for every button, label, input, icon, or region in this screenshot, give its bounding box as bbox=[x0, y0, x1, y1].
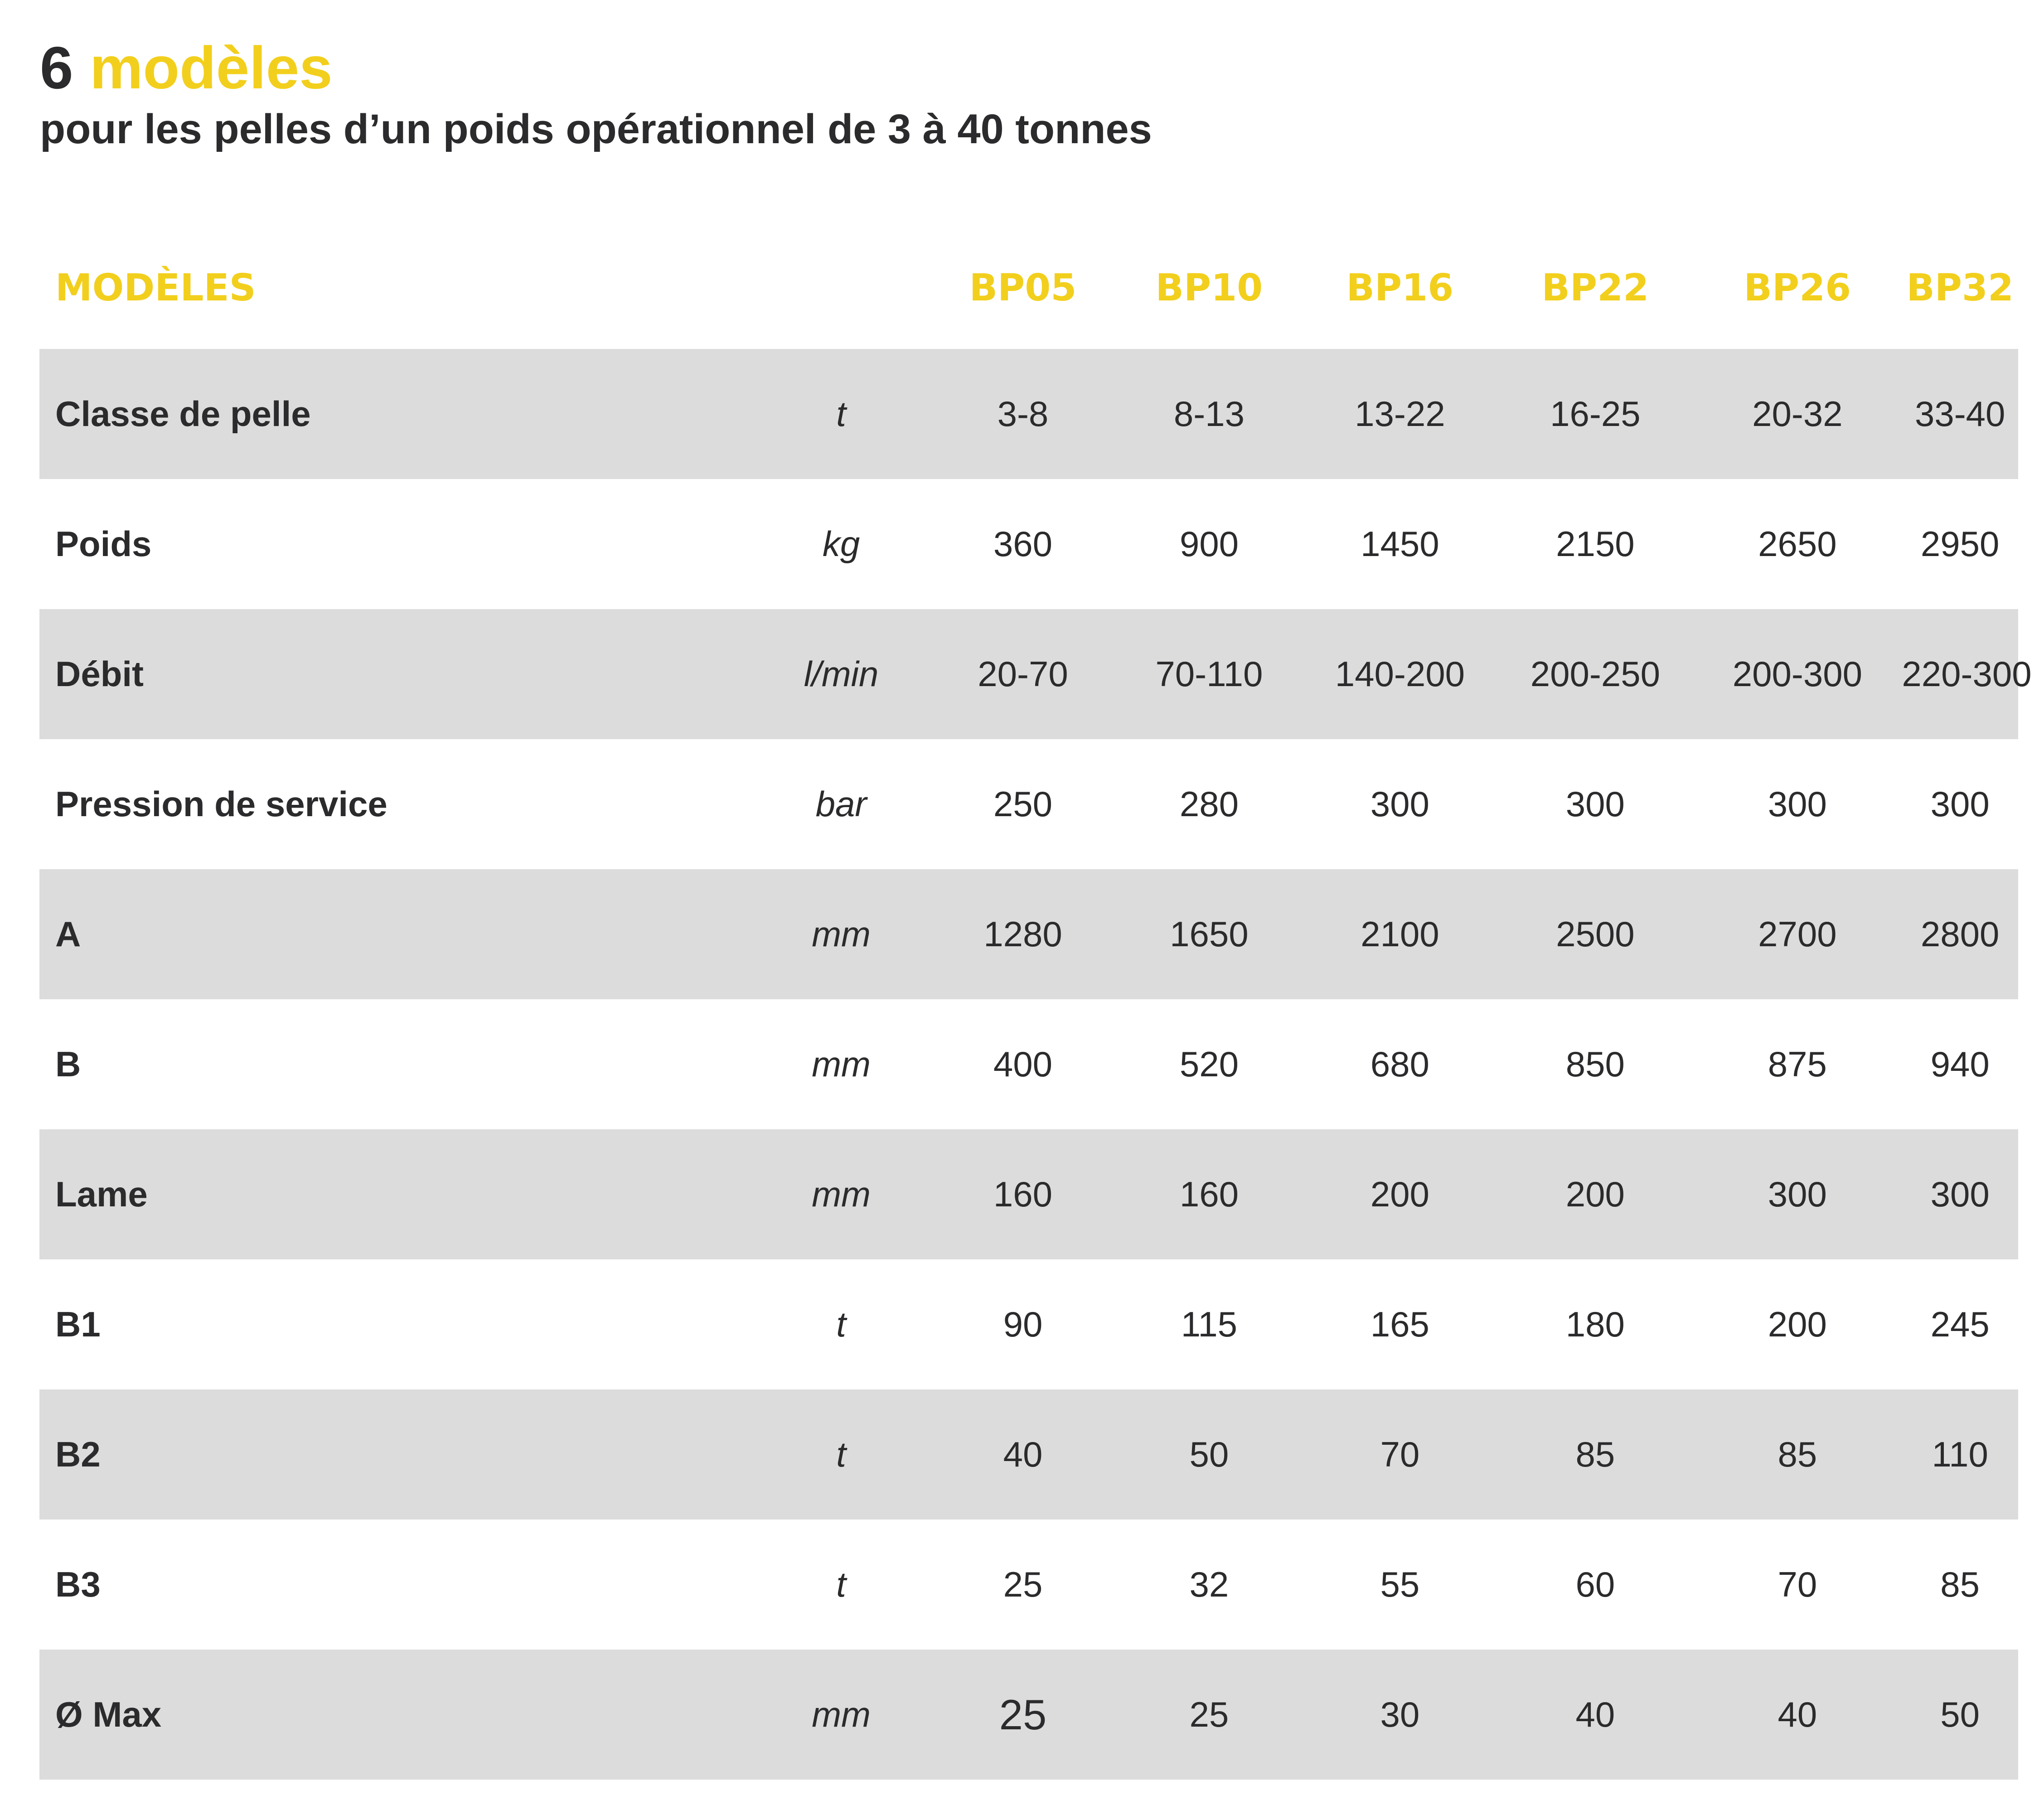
table-row bbox=[39, 739, 2018, 869]
header-models-label: MODÈLES bbox=[55, 266, 256, 310]
row-label: A bbox=[39, 869, 753, 999]
table-cell: 32 bbox=[1116, 1520, 1302, 1650]
header-row bbox=[39, 227, 2018, 349]
table-cell: 250 bbox=[930, 739, 1116, 869]
table-cell: 2150 bbox=[1497, 479, 1693, 609]
specifications-table bbox=[39, 227, 2032, 1780]
table-cell: 25 bbox=[1116, 1650, 1302, 1780]
row-label: Ø Max bbox=[39, 1650, 753, 1780]
table-cell: 940 bbox=[1902, 999, 2018, 1129]
row-unit: t bbox=[753, 1259, 930, 1389]
table-cell: 300 bbox=[1302, 739, 1497, 869]
title-number: 6 bbox=[40, 34, 73, 101]
header-model-bp16: BP16 bbox=[1346, 266, 1454, 310]
table-row bbox=[39, 1389, 2018, 1520]
table-cell: 300 bbox=[1902, 1129, 2018, 1259]
table-cell: 2650 bbox=[1693, 479, 1902, 609]
table-cell: 520 bbox=[1116, 999, 1302, 1129]
header-model-bp05: BP05 bbox=[969, 266, 1077, 310]
row-label: Poids bbox=[39, 479, 753, 609]
table-cell: 200 bbox=[1302, 1129, 1497, 1259]
table-cell: 280 bbox=[1116, 739, 1302, 869]
table-cell: 1650 bbox=[1116, 869, 1302, 999]
row-label: Débit bbox=[39, 609, 753, 739]
table-cell: 875 bbox=[1693, 999, 1902, 1129]
table-cell: 8-13 bbox=[1116, 349, 1302, 479]
table-cell: 1450 bbox=[1302, 479, 1497, 609]
title-word: modèles bbox=[90, 34, 333, 101]
row-unit: t bbox=[753, 349, 930, 479]
table-cell: 85 bbox=[1902, 1520, 2018, 1650]
header-model-bp10: BP10 bbox=[1155, 266, 1263, 310]
table-cell: 13-22 bbox=[1302, 349, 1497, 479]
table-cell: 400 bbox=[930, 999, 1116, 1129]
table-cell: 300 bbox=[1693, 1129, 1902, 1259]
table-cell: 33-40 bbox=[1902, 349, 2018, 479]
table-cell: 25 bbox=[930, 1520, 1116, 1650]
table-row bbox=[39, 999, 2018, 1129]
table-cell: 680 bbox=[1302, 999, 1497, 1129]
table-cell: 60 bbox=[1497, 1520, 1693, 1650]
row-unit: bar bbox=[753, 739, 930, 869]
table-cell: 30 bbox=[1302, 1650, 1497, 1780]
table-cell: 3-8 bbox=[930, 349, 1116, 479]
table-cell: 2800 bbox=[1902, 869, 2018, 999]
row-label: Pression de service bbox=[39, 739, 753, 869]
table-cell: 20-70 bbox=[930, 609, 1116, 739]
table-row bbox=[39, 869, 2018, 999]
table-cell: 245 bbox=[1902, 1259, 2018, 1389]
table-cell: 70 bbox=[1302, 1389, 1497, 1520]
table-row bbox=[39, 349, 2018, 479]
page-subtitle: pour les pelles d’un poids opérationnel de 3 à 40 tonnes bbox=[40, 106, 1152, 152]
header-model-bp26: BP26 bbox=[1744, 266, 1851, 310]
table-cell: 300 bbox=[1902, 739, 2018, 869]
table-cell: 2700 bbox=[1693, 869, 1902, 999]
row-label: B bbox=[39, 999, 753, 1129]
table-cell: 40 bbox=[1693, 1650, 1902, 1780]
row-label: Classe de pelle bbox=[39, 349, 753, 479]
row-unit: mm bbox=[753, 999, 930, 1129]
table-cell: 40 bbox=[930, 1389, 1116, 1520]
table-cell: 50 bbox=[1116, 1389, 1302, 1520]
row-label: B1 bbox=[39, 1259, 753, 1389]
table-cell: 70-110 bbox=[1116, 609, 1302, 739]
table-cell: 160 bbox=[1116, 1129, 1302, 1259]
table-cell: 300 bbox=[1693, 739, 1902, 869]
table-cell: 900 bbox=[1116, 479, 1302, 609]
table-cell: 850 bbox=[1497, 999, 1693, 1129]
table-cell: 115 bbox=[1116, 1259, 1302, 1389]
table-row bbox=[39, 1650, 2018, 1780]
table-cell: 200-250 bbox=[1497, 609, 1693, 739]
table-row bbox=[39, 1259, 2018, 1389]
table-row bbox=[39, 1520, 2018, 1650]
table-cell: 70 bbox=[1693, 1520, 1902, 1650]
header-model-bp22: BP22 bbox=[1541, 266, 1649, 310]
table-cell: 20-32 bbox=[1693, 349, 1902, 479]
table-cell: 25 bbox=[930, 1650, 1116, 1780]
table-row bbox=[39, 609, 2018, 739]
row-unit: kg bbox=[753, 479, 930, 609]
row-unit: t bbox=[753, 1520, 930, 1650]
row-label: B3 bbox=[39, 1520, 753, 1650]
row-unit: mm bbox=[753, 869, 930, 999]
row-label: B2 bbox=[39, 1389, 753, 1520]
header-model-bp32: BP32 bbox=[1906, 266, 2014, 310]
page-title bbox=[40, 32, 1152, 104]
table-cell: 200 bbox=[1497, 1129, 1693, 1259]
table-cell: 16-25 bbox=[1497, 349, 1693, 479]
row-label: Lame bbox=[39, 1129, 753, 1259]
table-cell: 360 bbox=[930, 479, 1116, 609]
table-cell: 90 bbox=[930, 1259, 1116, 1389]
table-cell: 85 bbox=[1497, 1389, 1693, 1520]
table-cell: 85 bbox=[1693, 1389, 1902, 1520]
table-cell: 55 bbox=[1302, 1520, 1497, 1650]
row-unit: mm bbox=[753, 1650, 930, 1780]
table-cell: 140-200 bbox=[1302, 609, 1497, 739]
table-cell: 300 bbox=[1497, 739, 1693, 869]
table-cell: 165 bbox=[1302, 1259, 1497, 1389]
table-cell: 200-300 bbox=[1693, 609, 1902, 739]
table-cell: 2100 bbox=[1302, 869, 1497, 999]
table-cell: 2500 bbox=[1497, 869, 1693, 999]
table-cell: 40 bbox=[1497, 1650, 1693, 1780]
table-cell: 1280 bbox=[930, 869, 1116, 999]
table-cell: 50 bbox=[1902, 1650, 2018, 1780]
table-cell: 2950 bbox=[1902, 479, 2018, 609]
table-row bbox=[39, 479, 2018, 609]
row-unit: l/min bbox=[753, 609, 930, 739]
row-unit: mm bbox=[753, 1129, 930, 1259]
row-unit: t bbox=[753, 1389, 930, 1520]
table-row bbox=[39, 1129, 2018, 1259]
page-heading bbox=[40, 32, 1152, 154]
table-cell: 200 bbox=[1693, 1259, 1902, 1389]
table-cell: 110 bbox=[1902, 1389, 2018, 1520]
table-cell: 180 bbox=[1497, 1259, 1693, 1389]
table-cell: 220-300 bbox=[1902, 609, 2018, 739]
table-cell: 160 bbox=[930, 1129, 1116, 1259]
header-unit-cell bbox=[753, 227, 930, 349]
